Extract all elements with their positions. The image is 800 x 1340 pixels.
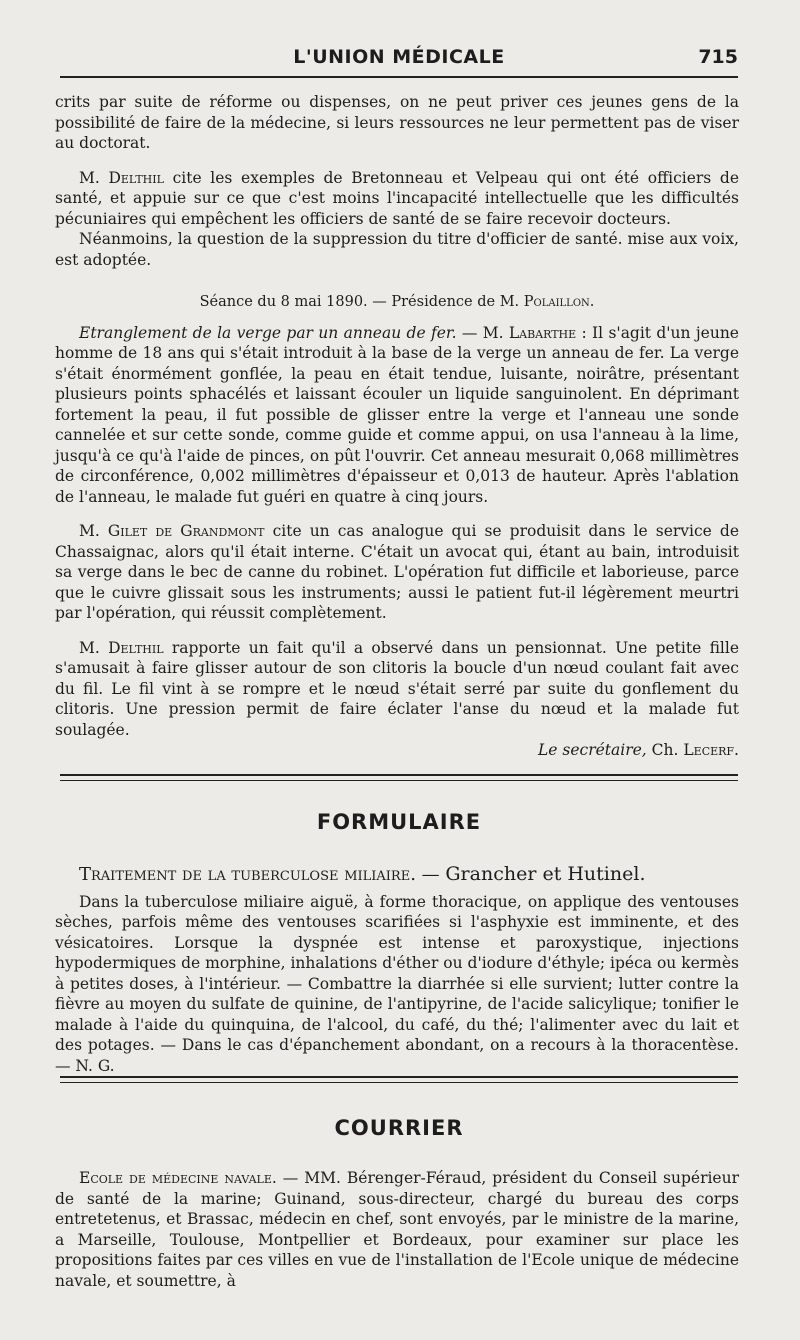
paragraph-text: rapporte un fait qu'il a observé dans un pensionnat. Une petite fille s'amusait à faire glisser autour de son clitoris la boucle d'un nœud coulant fait avec du fil. Le fil vint à se rompre et le nœud s'était serré par suite du gonflement du clitoris. Une pression permit de faire éclater l'anse du nœud et la malade fut soulagée.: [55, 638, 739, 739]
session-text: Séance du 8 mai 1890. — Présidence de M.: [199, 294, 524, 310]
paragraph-gilet: [55, 521, 739, 624]
subhead-title: Traitement de la tuberculose miliaire. —: [79, 864, 446, 885]
paragraph-delthil-2: [55, 638, 739, 741]
header-rule: [60, 76, 738, 78]
formulaire-column: [55, 864, 739, 1076]
courrier-paragraph: [55, 1168, 739, 1291]
case-dash: — M.: [456, 323, 509, 342]
case-title: Etranglement de la verge par un anneau de fer.: [79, 323, 457, 342]
session-heading: [55, 292, 739, 313]
speaker-name: M. Delthil: [79, 168, 164, 187]
formulaire-heading: FORMULAIRE: [316, 810, 482, 834]
journal-title: L'UNION MÉDICALE: [293, 46, 505, 68]
courrier-lead: Ecole de médecine navale.: [79, 1169, 277, 1187]
speaker-name: M. Gilet de Grandmont: [79, 522, 265, 540]
paragraph-text: cite les exemples de Bretonneau et Velpeau qui ont été officiers de santé, et appuie sur ce que c'est moins l'incapacité intellectuelle que les difficultés pécuniaires qui empêchent les officiers de santé de se faire recevoir docteurs.: [55, 168, 740, 228]
courrier-text: — MM. Bérenger-Féraud, président du Conseil supérieur de santé de la marine; Guinand, sous-directeur, chargé du bureau des corps entretetenus, et Brassac, médecin en chef, sont envoyés, par le ministre de la marine, a Marseille, Toulouse, Montpellier et Bordeaux, pour examiner sur place les propositions faites par ces villes en vue de l'installation de l'Ecole unique de médecine navale, et soumettre, à: [55, 1169, 739, 1290]
formulaire-subhead: [55, 864, 739, 886]
running-header: [60, 44, 738, 74]
signature-surname: Lecerf.: [683, 741, 739, 759]
president-name: Polaillon.: [523, 294, 595, 310]
paragraph-continuation: crits par suite de réforme ou dispenses, on ne peut priver ces jeunes gens de la possibilité de faire de la médecine, si leurs ressources ne leur permettent pas de viser au doctorat.: [55, 93, 739, 152]
signature-role: Le secrétaire,: [538, 741, 647, 759]
courrier-column: [55, 1168, 739, 1291]
paragraph-text: : Il s'agit d'un jeune homme de 18 ans qui s'était introduit à la base de la verge un anneau de fer. La verge s'était énormément gonflée, la peau en était tendue, luisante, noirâtre, présentant plusieurs points sphacélés et laissant écouler un liquide sanguinolent. En déprimant fortement la peau, il fut possible de glisser entre la verge et l'anneau une sonde cannelée et sur cette sonde, comme guide et comme appui, on usa l'anneau à la lime, jusqu'à ce qu'à l'aide de pinces, on pût l'ouvrir. Cet anneau mesurait 0,068 millimètres de circonférence, 0,002 millimètres d'épaisseur et 0,013 de hauteur. Après l'ablation de l'anneau, le malade fut guéri en quatre à cinq jours.: [55, 323, 739, 506]
formulaire-text: Dans la tuberculose miliaire aiguë, à forme thoracique, on applique des ventouses sèches, parfois même des ventouses scarifiées si l'asphyxie est imminente, et des vésicatoires. Lorsque la dyspnée est intense et paroxystique, injections hypodermiques de morphine, inhalations d'éther ou d'iodure d'éthyle; ipéca ou kermès à petites doses, à l'intérieur. — Combattre la diarrhée si elle survient; lutter contre la fièvre au moyen du sulfate de quinine, de l'antipyrine, de l'acide salicylique; tonifier le malade à l'aide du quinquina, de l'alcool, du café, du thé; l'alimenter avec du lait et des potages. — Dans le cas d'épanchement abondant, on a recours à la thoracentèse. — N. G.: [55, 892, 739, 1075]
paragraph-text: cite un cas analogue qui se produisit dans le service de Chassaignac, alors qu'il était interne. C'était un avocat qui, étant au bain, introduisit sa verge dans le bec de canne du robinet. L'opération fut difficile et laborieuse, parce que le cuivre glissait sous les instruments; aussi le patient fut-il légèrement meurtri par l'opération, qui réussit complètement.: [55, 522, 739, 622]
signature-name: Ch.: [646, 741, 684, 759]
speaker-name: Labarthe: [508, 323, 577, 342]
proceedings-column: [55, 92, 739, 761]
section-rule: [60, 774, 738, 781]
paragraph-labarthe: [55, 323, 739, 508]
speaker-name: M. Delthil: [79, 638, 164, 657]
subhead-authors: Grancher et Hutinel.: [445, 863, 646, 885]
secretary-signature: [55, 740, 739, 761]
courrier-heading: COURRIER: [334, 1116, 464, 1140]
page-number: 715: [698, 46, 738, 68]
paragraph-delthil-1: [55, 168, 739, 230]
section-rule: [60, 1076, 738, 1083]
paragraph-vote: Néanmoins, la question de la suppression du titre d'officier de santé. mise aux voix, est adoptée.: [55, 230, 739, 269]
